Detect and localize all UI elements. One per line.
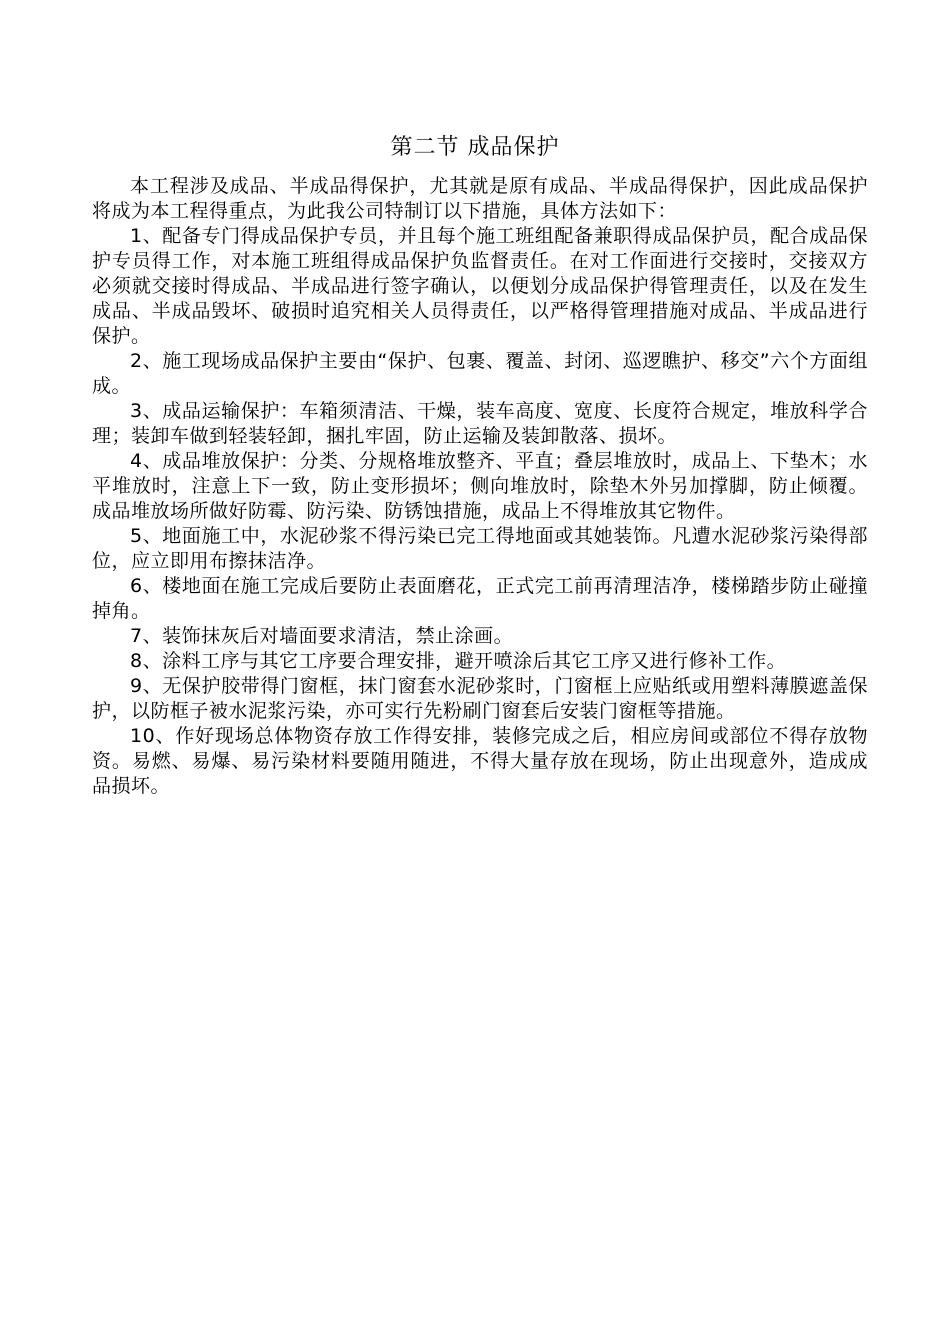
paragraph-item-4: 4、成品堆放保护：分类、分规格堆放整齐、平直；叠层堆放时，成品上、下垫木；水平堆放时，注意上下一致，防止变形损坏；侧向堆放时，除垫木外另加撑脚，防止倾覆。成品堆放场所做好防霉、防污染、防锈蚀措施，成品上不得堆放其它物件。	[92, 450, 868, 522]
paragraph-item-2: 2、施工现场成品保护主要由“保护、包裹、覆盖、封闭、巡逻瞧护、移交”六个方面组成。	[92, 350, 868, 397]
paragraph-item-1: 1、配备专门得成品保护专员，并且每个施工班组配备兼职得成品保护员，配合成品保护专员得工作，对本施工班组得成品保护负监督责任。在对工作面进行交接时，交接双方必须就交接时得成品、半成品进行签字确认，以便划分成品保护得管理责任，以及在发生成品、半成品毁坏、破损时追究相关人员得责任，以严格得管理措施对成品、半成品进行保护。	[92, 225, 868, 347]
paragraph-item-8: 8、涂料工序与其它工序要合理安排，避开喷涂后其它工序又进行修补工作。	[130, 650, 787, 672]
document-body	[92, 174, 868, 799]
paragraph-item-5: 5、地面施工中，水泥砂浆不得污染已完工得地面或其她装饰。凡遭水泥砂浆污染得部位，应立即用布擦抹洁净。	[92, 525, 868, 572]
paragraph-item-6: 6、楼地面在施工完成后要防止表面磨花，正式完工前再清理洁净，楼梯踏步防止碰撞掉角。	[92, 575, 868, 622]
paragraph-item-3: 3、成品运输保护：车箱须清洁、干燥，装车高度、宽度、长度符合规定，堆放科学合理；装卸车做到轻装轻卸，捆扎牢固，防止运输及装卸散落、损坏。	[92, 400, 868, 447]
paragraph-item-7: 7、装饰抹灰后对墙面要求清洁，禁止涂画。	[130, 625, 514, 647]
section-title: 第二节 成品保护	[390, 135, 560, 160]
paragraph-item-10: 10、作好现场总体物资存放工作得安排，装修完成之后，相应房间或部位不得存放物资。易燃、易爆、易污染材料要随用随进，不得大量存放在现场，防止出现意外，造成成品损坏。	[92, 725, 868, 797]
paragraph-item-9: 9、无保护胶带得门窗框，抹门窗套水泥砂浆时，门窗框上应贴纸或用塑料薄膜遮盖保护，以防框子被水泥浆污染，亦可实行先粉刷门窗套后安装门窗框等措施。	[92, 675, 868, 722]
intro-paragraph: 本工程涉及成品、半成品得保护，尤其就是原有成品、半成品得保护，因此成品保护将成为本工程得重点，为此我公司特制订以下措施，具体方法如下：	[92, 175, 868, 222]
